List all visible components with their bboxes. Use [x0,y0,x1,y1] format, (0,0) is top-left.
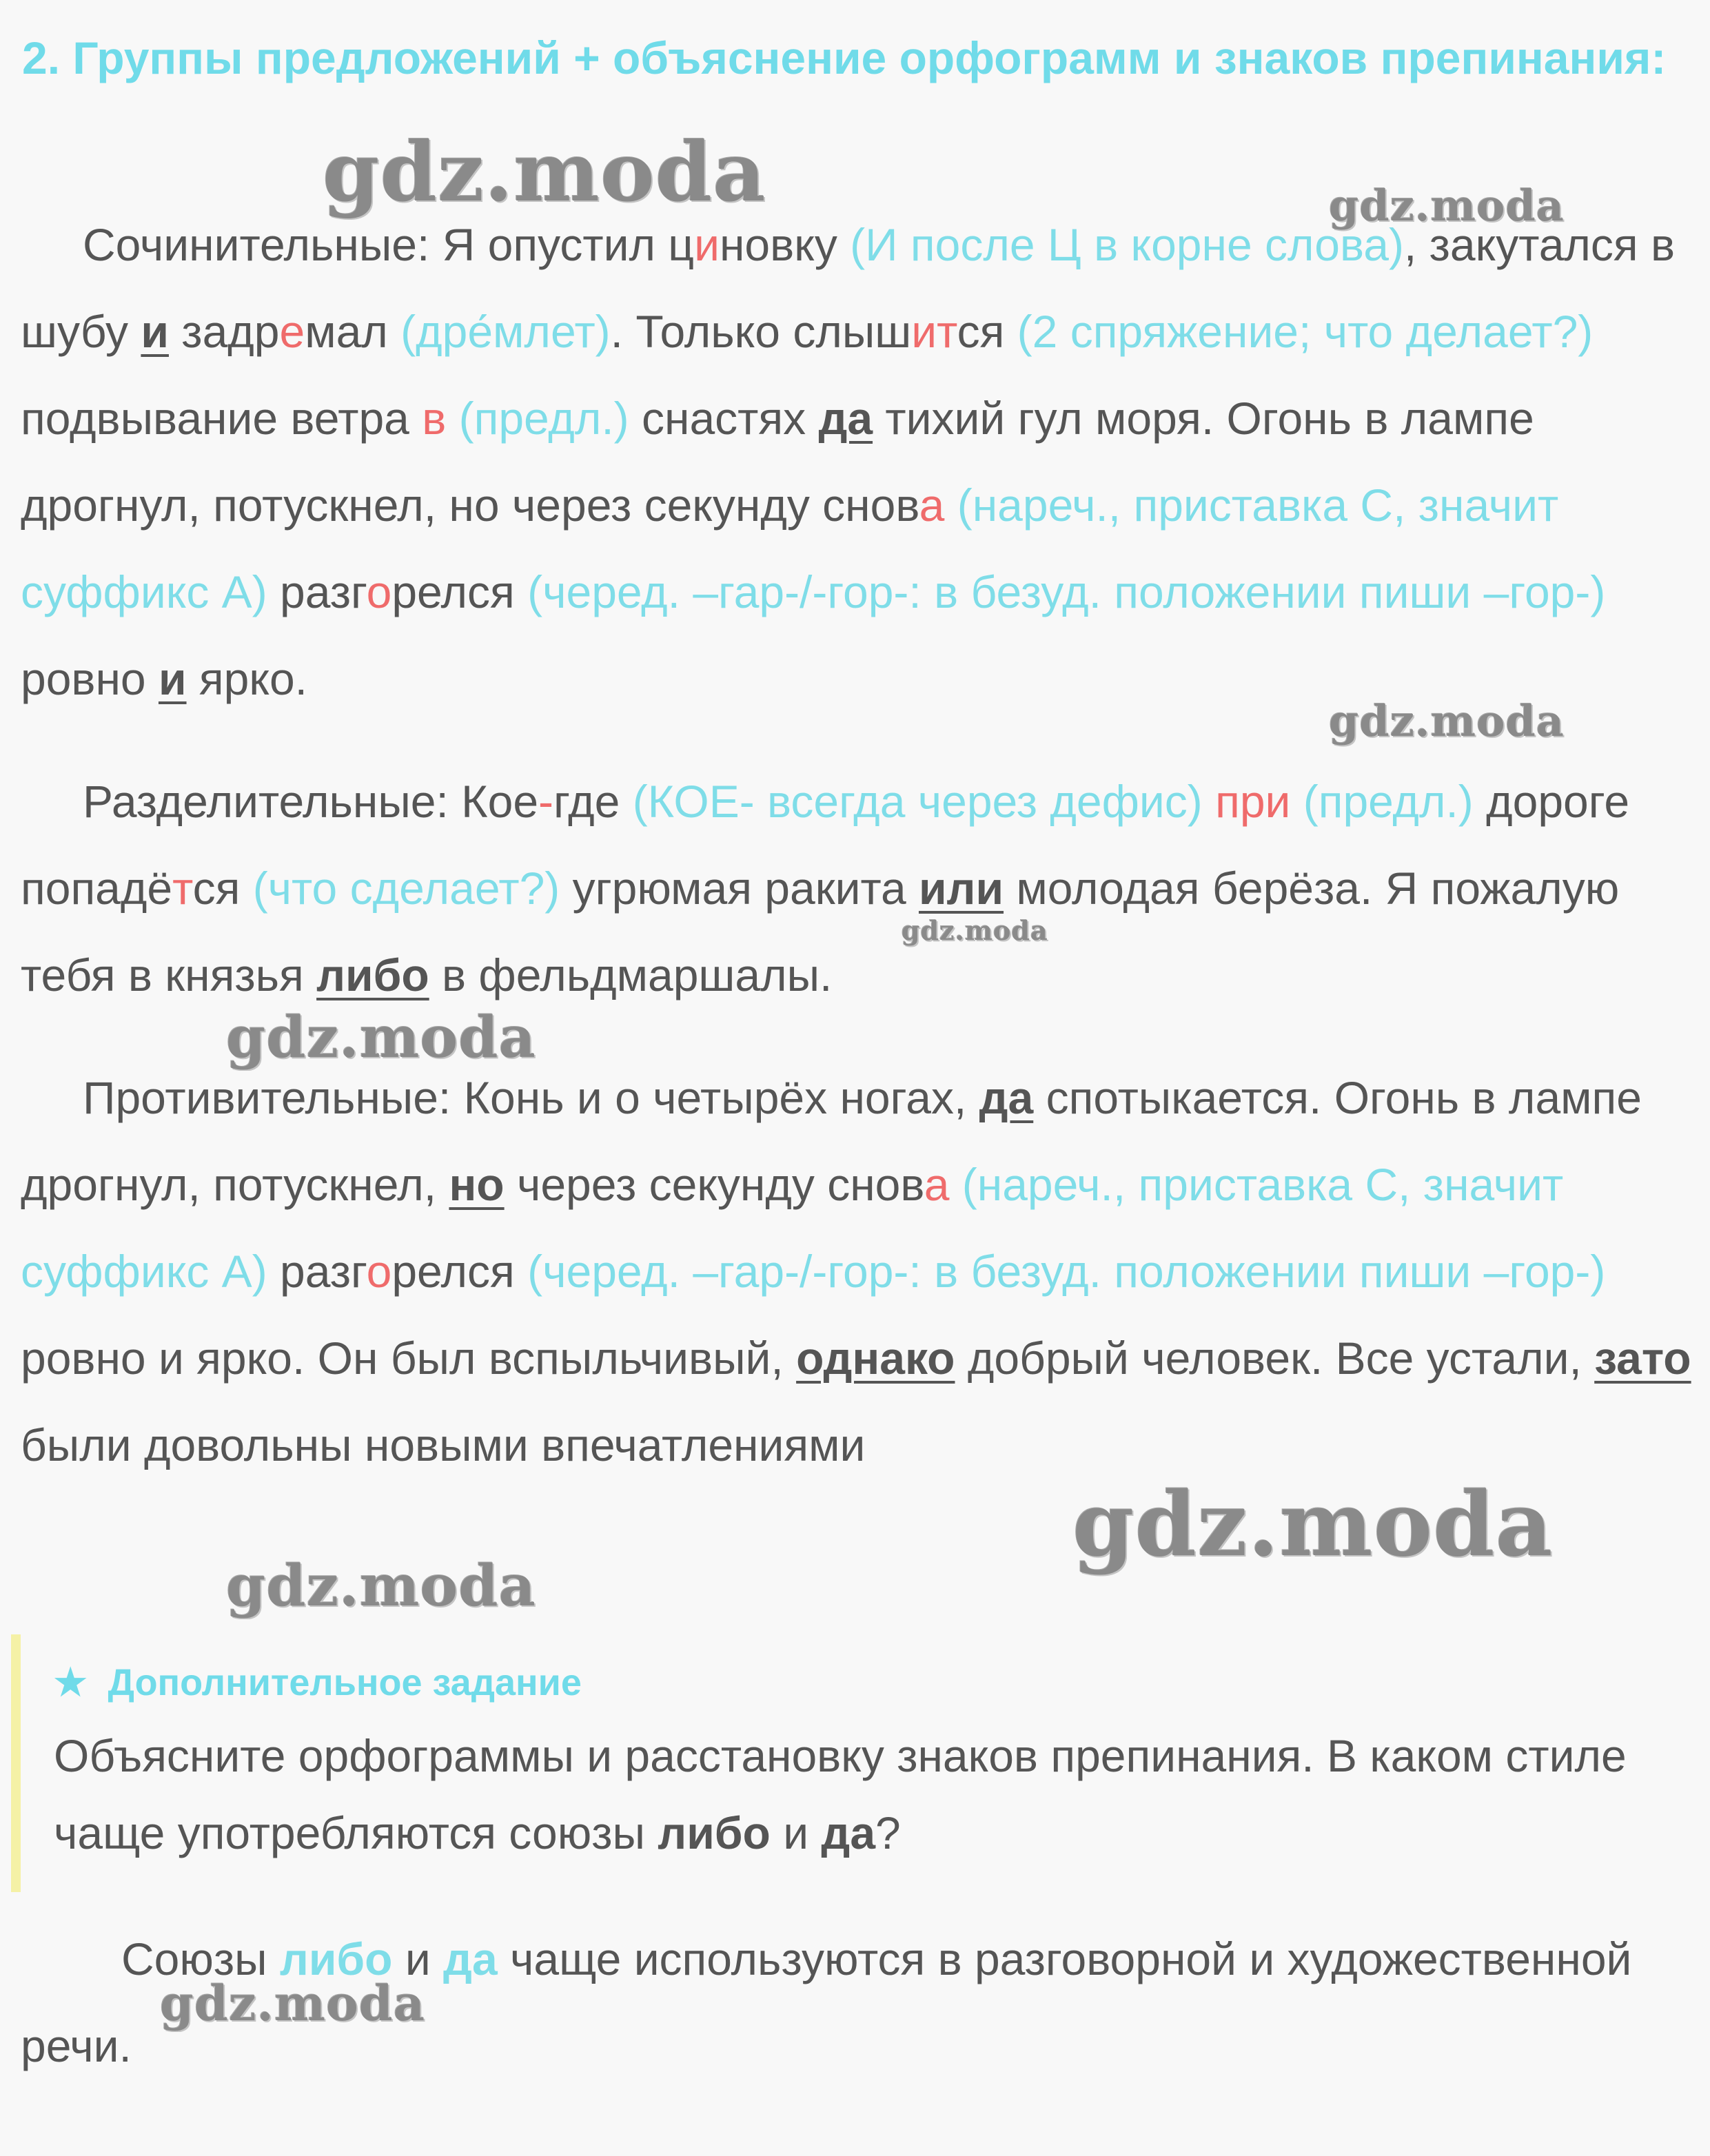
watermark: gdz.moda [1329,696,1565,746]
explanation: (нареч., приставка С, значит суффикс А) [21,1159,1564,1297]
additional-task-label: Дополнительное задание [108,1662,582,1703]
text: добрый человек. Все устали, [955,1333,1595,1384]
text: Союзы [121,1933,280,1984]
text: и [392,1933,444,1984]
text: Разделительные: Кое [83,776,539,827]
conjunction: да [818,393,873,444]
text: ровно [21,653,159,704]
conjunction: однако [796,1333,955,1384]
watermark: gdz.moda [1072,1473,1554,1577]
text: в фельдмаршалы. [429,949,833,1000]
text: и [770,1807,822,1858]
highlight-letter: а [924,1159,950,1210]
additional-task-text [54,1717,1686,1871]
explanation: (КОЕ- всегда через дефис) [632,776,1203,827]
text: ярко. [186,653,307,704]
explanation: (предл.) [1303,776,1474,827]
additional-task-box [11,1634,1686,1892]
text: . Только слыш [610,306,912,357]
highlight-letter: - [538,776,554,827]
text: спотыкается. Огонь в лампе дрогнул, потускнел, [21,1072,1642,1210]
text: задр [168,306,280,357]
text: мал [305,306,401,357]
text: Противительные: Конь и о четырёх ногах, [83,1072,979,1123]
conjunction: или [918,863,1004,914]
explanation: (2 спряжение; что делает?) [1017,306,1594,357]
highlight-letter: т [937,306,957,357]
text [1290,776,1303,827]
text: тихий гул моря. Огонь в лампе дрогнул, потускнел, но через секунду снов [21,393,1534,531]
text: Сочинительные: Я опустил ц [83,219,695,270]
explanation: (черед. –гар-/-гор-: в безуд. положении пиши –гор-) [527,1246,1606,1297]
text [949,1159,961,1210]
explanation: (И после Ц в корне слова) [850,219,1404,270]
watermark: gdz.moda [160,1975,426,2032]
explanation: (черед. –гар-/-гор-: в безуд. положении пиши –гор-) [527,566,1606,617]
text: , закутался в шубу [21,219,1676,357]
highlight-letter: т [172,863,193,914]
text: Объясните орфограммы и расстановку знаков препинания. В каком стиле чаще употребляются союзы [54,1730,1627,1858]
text: угрюмая ракита [560,863,919,914]
explanation: (нареч., приставка С, значит суффикс А) [21,480,1559,617]
watermark: gdz.moda [1329,181,1565,231]
conjunction: да [443,1933,498,1984]
text: где [553,776,633,827]
text: были довольны новыми впечатлениями [21,1419,866,1470]
watermark: gdz.moda [226,1553,536,1619]
text: снастях [629,393,819,444]
text: релся [391,1246,528,1297]
conjunction: либо [316,949,429,1000]
text: релся [391,566,528,617]
conjunction: и [141,306,169,357]
paragraph-coordinating [21,201,1696,722]
highlight-letter: и [694,219,720,270]
highlight-letter: при [1215,776,1291,827]
text: чаще используются в разговорной и художественной речи. [21,1933,1632,2071]
section-heading: 2. Группы предложений + объяснение орфограмм и знаков препинания: [22,32,1667,83]
text: ? [875,1807,901,1858]
text [944,480,957,531]
additional-task-title [54,1655,1686,1710]
paragraph-disjunctive [21,758,1696,1018]
paragraph-adversative [21,1054,1696,1488]
text [446,393,458,444]
star-icon: ★ [54,1662,88,1703]
explanation: (предл.) [458,393,629,444]
answer-paragraph [21,1916,1696,2089]
conjunction: но [449,1159,505,1210]
watermark: gdz.moda [226,1005,536,1071]
watermark: gdz.moda [902,915,1048,946]
conjunction: либо [658,1807,771,1858]
conjunction: либо [279,1933,393,1984]
conjunction: да [979,1072,1034,1123]
text: новку [719,219,851,270]
highlight-letter: и [911,306,937,357]
highlight-letter: е [279,306,305,357]
highlight-letter: в [422,393,447,444]
text: ровно и ярко. Он был вспыльчивый, [21,1333,797,1384]
explanation: (дре́млет) [400,306,611,357]
text: дороге попадё [21,776,1630,914]
text: через секунду снов [504,1159,924,1210]
watermark: gdz.moda [323,124,766,220]
explanation: (что сделает?) [252,863,560,914]
text: разг [267,566,367,617]
highlight-letter: о [366,566,392,617]
text: разг [267,1246,367,1297]
text: молодая берёза. Я пожалую тебя в князья [21,863,1620,1000]
text [1203,776,1215,827]
conjunction: да [821,1807,876,1858]
text: ся [192,863,253,914]
highlight-letter: о [366,1246,392,1297]
conjunction: и [158,653,187,704]
conjunction: зато [1594,1333,1691,1384]
text: ся [957,306,1017,357]
highlight-letter: а [919,480,945,531]
text: подвывание ветра [21,393,423,444]
